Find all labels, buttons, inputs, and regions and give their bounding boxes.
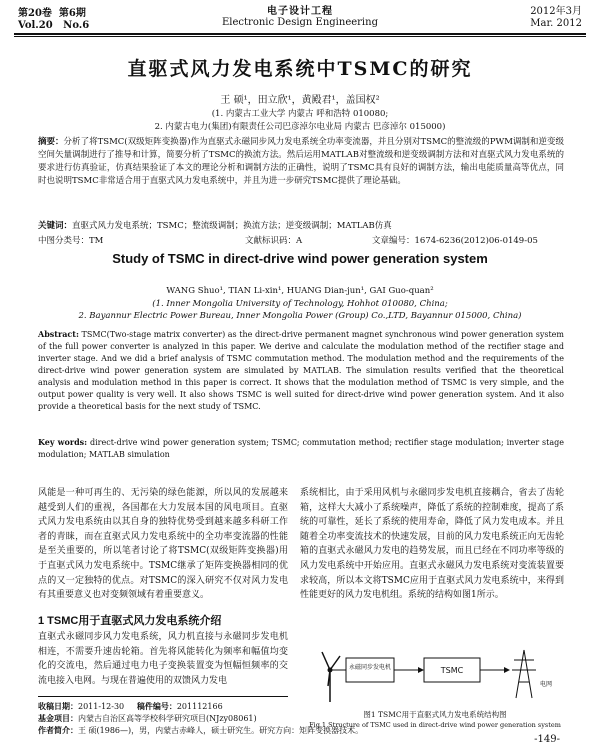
header-rule [14, 33, 586, 35]
journal-name-zh: 电子设计工程 [267, 6, 333, 17]
fund-text: 内蒙古自治区高等学校科学研究项目(NJzy08061) [78, 714, 257, 723]
body-left-section1: 直驱式永磁同步风力发电系统，风力机直接与永磁同步发电机相连，不需要升速齿轮箱。首先将风能转化为频率和幅值均变化的交流电，然后通过电力电子变换装置变为恒幅恒频率的交流电接入电网。与现在普遍使用的双馈风力发电 [38, 632, 288, 686]
paper-title-en: Study of TSMC in direct-drive wind power generation system [112, 251, 488, 266]
affiliation-en-2: 2. Bayannur Electric Power Bureau, Inner Mongolia Power (Group) Co.,LTD, Bayannur 015000, China) [78, 311, 522, 321]
affiliation-zh-2: 2. 内蒙古电力(集团)有限责任公司巴彦淖尔电业局 内蒙古 巴彦淖尔 015000) [154, 122, 446, 132]
received-label: 收稿日期： [38, 701, 78, 711]
manuscript-label: 稿件编号： [136, 701, 177, 711]
header-vol-en: Vol.20 [18, 20, 53, 31]
footnote-bio [38, 724, 558, 737]
abstract-en-text: TSMC(Two-stage matrix converter) as the direct-drive permanent magnet synchronous wind power generation system of the full power converter is analyzed in this paper. We derive and calculate the modulation method of the rectifier stage and inverter stage. And we did a brief analysis of TSMC commutation method. The modulation method and the requirements of the direct-drive wind power generation system are simulated by MATLAB. The simulation results verified that the theoretical analysis and modulation method in this paper is correct. It shows that the modulation method of TSMC is very simple, and the output power quality is very well. It also shows TSMC is well suited for direct-drive wind power generation system. And it also provide a theoretical basis for the next study of TSMC. [38, 330, 564, 411]
authors-en: WANG Shuo¹, TIAN Li-xin¹, HUANG Dian-jun¹, GAI Guo-quan² [166, 286, 434, 296]
clc-number: 中图分类号：TM [38, 236, 104, 246]
received-date: 2011-12-30 [78, 702, 125, 711]
article-number: 文章编号：1674-6236(2012)06-0149-05 [372, 236, 538, 246]
bio-text: 王 硕(1986—)，男，内蒙古赤峰人，硕士研究生。研究方向：矩阵变换器技术。 [78, 726, 364, 735]
abstract-zh [38, 136, 564, 188]
fund-label: 基金项目： [38, 713, 78, 723]
keywords-en-text: direct-drive wind power generation system; TSMC; commutation method; rectifier stage modulation; inverter stage modulation; MATLAB simulation [38, 438, 564, 459]
figure-1-diagram [318, 640, 554, 706]
header-no-zh: 第6期 [58, 8, 86, 19]
wind-turbine-icon [322, 652, 340, 702]
abstract-en-label: Abstract: [38, 329, 79, 339]
grid-tower-icon [512, 650, 536, 698]
bio-label: 作者简介： [38, 725, 78, 735]
header-date-zh: 2012年3月 [530, 6, 582, 17]
body-right-text: 系统相比，由于采用风机与永磁同步发电机直接耦合，省去了齿轮箱，这样大大减小了系统噪声，降低了系统的控制难度，提高了系统的可靠性，延长了系统的使用寿命，降低了风力发电成本。并且随着全功率变流技术的快速发展，目前的风力发电系统正向无齿轮箱的直驱式永磁风力发电的趋势发展，而且已经在不同功率等级的风力发电系统中开始应用。直驱式永磁风力发电系统对变流装置要求较高，所以本文将TSMC应用于直驱式风力发电系统中，来得到性能更好的风力发电机组。系统的结构如图1所示。 [300, 488, 564, 601]
page-number: -149- [534, 734, 560, 745]
figure-1-caption-zh: 图1 TSMC用于直驱式风力发电系统结构图 [363, 710, 507, 719]
keywords-zh [38, 220, 564, 233]
header-date [530, 6, 582, 30]
generator-label: 永磁同步发电机 [348, 664, 392, 671]
arrow-icon [418, 667, 424, 673]
header-no-en: No.6 [63, 20, 90, 31]
keywords-en [38, 436, 564, 461]
body-left-intro: 风能是一种可再生的、无污染的绿色能源，所以风的发展越来越受到人们的重视，各国都在大力发展本国的风电项目。直驱式风力发电系统由以其自身的独特优势受到越来越多科研工作者的青睐，而在直驱式风力发电系统中的全功率变流器的性能是至关重要的，所以笔者讨论了将TSMC(双级矩阵变换器)用于直驱式风力发电系统中。TSMC继承了矩阵变换器相同的优点的又一定独特的优点。对TSMC的深入研究不仅对风力发电有其重要意义也对变频领域有着重要意义。 [38, 488, 288, 601]
footnote-rule [38, 696, 288, 697]
abstract-zh-text: 分析了将TSMC(双级矩阵变换器)作为直驱式永磁同步风力发电系统全功率变流器，并且分别对TSMC的整流级的PWM调制和逆变级空间矢量调制进行了推导和计算，简要分析了TSMC的换流方法。然后运用MATLAB对整流级和逆变级调制方法和对直驱式风力发电系统的要求进行仿真验证，仿真结果验证了本文的理论分析和调制方法的正确性，说明了TSMC具有良好的调制方法，输出电能质量高等优点，同时也说明TSMC非常适合用于直驱式风力发电系统中，并且为进一步研究TSMC提供了理论基础。 [38, 137, 564, 186]
keywords-zh-label: 关键词： [38, 221, 73, 231]
abstract-en [38, 328, 564, 413]
abstract-zh-label: 摘要： [38, 137, 64, 147]
journal-name-en: Electronic Design Engineering [222, 17, 378, 28]
section-1-heading: 1 TSMC用于直驱式风力发电系统介绍 [38, 615, 222, 627]
header-volume-issue [18, 8, 89, 32]
document-code: 文献标识码：A [245, 236, 303, 246]
affiliation-en-1: (1. Inner Mongolia University of Technology, Hohhot 010080, China; [152, 299, 448, 309]
keywords-en-label: Key words: [38, 437, 88, 447]
keywords-zh-text: 直驱式风力发电系统；TSMC；整流级调制；换流方法；逆变级调制；MATLAB仿真 [72, 221, 392, 231]
grid-label: 电网 [539, 681, 553, 688]
paper-title-zh: 直驱式风力发电系统中TSMC的研究 [127, 58, 473, 80]
header-rule-thin [14, 36, 586, 37]
figure-1-caption-en: Fig.1 Structure of TSMC used in direct-drive wind power generation system [309, 721, 561, 729]
affiliation-zh-1: (1. 内蒙古工业大学 内蒙古 呼和浩特 010080; [211, 109, 389, 119]
manuscript-number: 201112166 [176, 702, 223, 711]
header-journal [200, 6, 400, 28]
tsmc-label: TSMC [440, 666, 464, 675]
header-vol-zh: 第20卷 [18, 8, 52, 19]
header-date-en: Mar. 2012 [530, 18, 582, 29]
authors-zh: 王 硕¹，田立欣¹，黄殿君¹，盖国权² [220, 95, 380, 106]
arrow-icon [504, 667, 510, 673]
